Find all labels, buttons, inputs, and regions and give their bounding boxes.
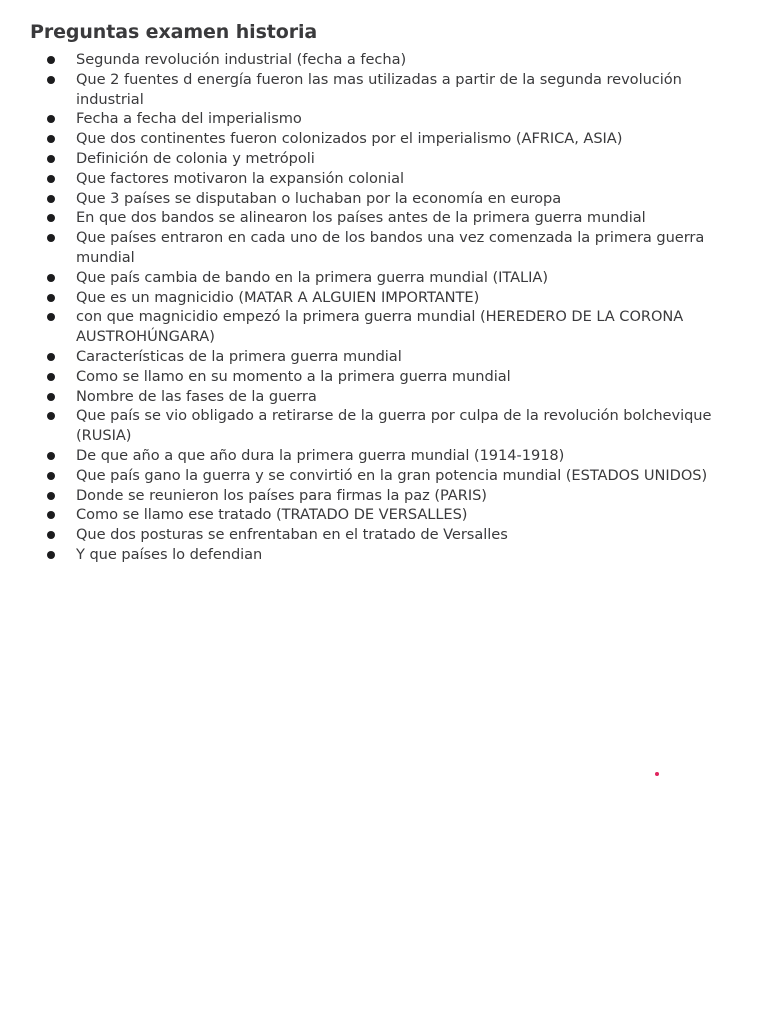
- list-item[interactable]: [30, 70, 750, 110]
- question-text: Que países entraron en cada uno de los bandos una vez comenzada la primera guerra mundial: [76, 229, 705, 266]
- bullet-icon: [47, 531, 55, 539]
- bullet-icon: [47, 155, 55, 163]
- bullet-icon: [47, 274, 55, 282]
- question-text: Definición de colonia y metrópoli: [76, 149, 315, 167]
- list-item[interactable]: [30, 208, 750, 228]
- question-text: Que es un magnicidio (MATAR A ALGUIEN IMPORTANTE): [76, 288, 480, 306]
- question-text: Que dos continentes fueron colonizados por el imperialismo (AFRICA, ASIA): [76, 130, 623, 148]
- list-item[interactable]: [30, 169, 750, 189]
- bullet-icon: [47, 56, 55, 64]
- question-text: Y que países lo defendian: [76, 545, 263, 563]
- question-text: Que factores motivaron la expansión colonial: [76, 169, 404, 187]
- bullet-icon: [47, 195, 55, 203]
- question-text: Como se llamo ese tratado (TRATADO DE VERSALLES): [76, 506, 468, 524]
- question-text: Nombre de las fases de la guerra: [76, 387, 317, 405]
- list-item[interactable]: [30, 189, 750, 209]
- bullet-icon: [47, 135, 55, 143]
- list-item[interactable]: [30, 149, 750, 169]
- question-text: Que país cambia de bando en la primera guerra mundial (ITALIA): [76, 268, 548, 286]
- list-item[interactable]: [30, 525, 750, 545]
- bullet-icon: [47, 214, 55, 222]
- list-item[interactable]: [30, 347, 750, 367]
- bullet-icon: [47, 234, 55, 242]
- list-item[interactable]: [30, 367, 750, 387]
- list-item[interactable]: [30, 406, 750, 446]
- list-item[interactable]: [30, 129, 750, 149]
- bullet-icon: [47, 492, 55, 500]
- bullet-icon: [47, 294, 55, 302]
- bullet-icon: [47, 76, 55, 84]
- question-text: Que 3 países se disputaban o luchaban por la economía en europa: [76, 189, 562, 207]
- list-item[interactable]: [30, 288, 750, 308]
- bullet-icon: [47, 412, 55, 420]
- list-item[interactable]: [30, 387, 750, 407]
- bullet-icon: [47, 115, 55, 123]
- list-item[interactable]: [30, 50, 750, 70]
- list-item[interactable]: [30, 268, 750, 288]
- bullet-icon: [47, 373, 55, 381]
- bullet-icon: [47, 175, 55, 183]
- bullet-icon: [47, 511, 55, 519]
- question-text: De que año a que año dura la primera guerra mundial (1914-1918): [76, 446, 565, 464]
- question-text: En que dos bandos se alinearon los países antes de la primera guerra mundial: [76, 209, 646, 227]
- question-text: Que país gano la guerra y se convirtió en la gran potencia mundial (ESTADOS UNIDOS): [76, 466, 708, 484]
- question-text: Que 2 fuentes d energía fueron las mas utilizadas a partir de la segunda revolución industrial: [76, 70, 682, 108]
- question-list: [30, 50, 750, 565]
- bullet-icon: [47, 393, 55, 401]
- question-text: Como se llamo en su momento a la primera guerra mundial: [76, 367, 511, 385]
- note-content[interactable]: [30, 18, 750, 565]
- question-text: Que país se vio obligado a retirarse de la guerra por culpa de la revolución bolchevique (RUSIA): [76, 407, 712, 445]
- question-text: Segunda revolución industrial (fecha a fecha): [76, 51, 407, 68]
- bullet-icon: [47, 452, 55, 460]
- question-text: Características de la primera guerra mundial: [76, 347, 402, 365]
- bullet-icon: [47, 472, 55, 480]
- list-item[interactable]: [30, 307, 750, 347]
- question-text: con que magnicidio empezó la primera guerra mundial (HEREDERO DE LA CORONA AUSTROHÚNGARA): [76, 308, 684, 346]
- bullet-icon: [47, 551, 55, 559]
- list-item[interactable]: [30, 505, 750, 525]
- question-text: Fecha a fecha del imperialismo: [76, 110, 302, 128]
- list-item[interactable]: [30, 486, 750, 506]
- list-item[interactable]: [30, 446, 750, 466]
- bullet-icon: [47, 313, 55, 321]
- question-text: Donde se reunieron los países para firmas la paz (PARIS): [76, 486, 487, 504]
- list-item[interactable]: [30, 466, 750, 486]
- pink-marker-dot: [655, 772, 659, 776]
- list-item[interactable]: [30, 545, 750, 565]
- list-item[interactable]: [30, 109, 750, 129]
- bullet-icon: [47, 353, 55, 361]
- note-title[interactable]: Preguntas examen historia: [30, 21, 318, 43]
- list-item[interactable]: [30, 228, 750, 268]
- question-text: Que dos posturas se enfrentaban en el tratado de Versalles: [76, 526, 508, 544]
